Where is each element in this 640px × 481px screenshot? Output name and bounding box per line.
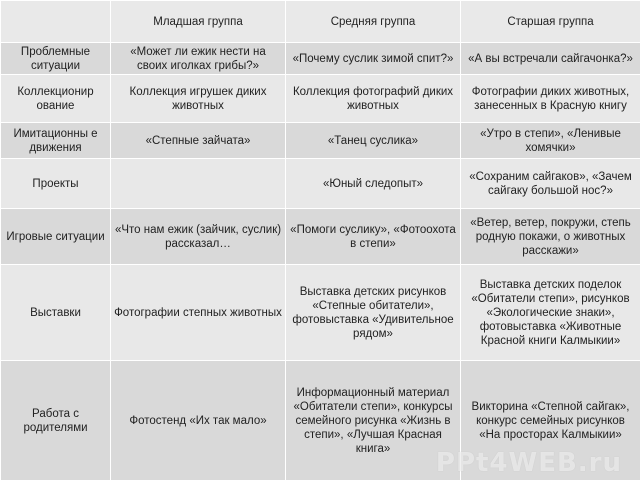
watermark: PPt4WEB.ru: [436, 448, 622, 478]
header-senior-group: Старшая группа: [461, 1, 640, 43]
table-row: [1, 43, 640, 75]
table-row: [1, 361, 640, 481]
table-cell: Фотографии диких животных, занесенных в Красную книгу: [461, 75, 640, 123]
table-cell: [111, 159, 286, 209]
table-cell: Фотографии степных животных: [111, 265, 286, 361]
table-cell: «Сохраним сайгаков», «Зачем сайгаку большой нос?»: [461, 159, 640, 209]
table-cell: «Ветер, ветер, покружи, степь родную покажи, о животных расскажи»: [461, 209, 640, 265]
table-row: [1, 265, 640, 361]
table-row: [1, 123, 640, 159]
table-cell: «Степные зайчата»: [111, 123, 286, 159]
table-cell: «Танец суслика»: [286, 123, 461, 159]
table-cell: Фотостенд «Их так мало»: [111, 361, 286, 481]
table-cell: «Утро в степи», «Ленивые хомячки»: [461, 123, 640, 159]
row-label: Проблемные ситуации: [1, 43, 111, 75]
header-corner: [1, 1, 111, 43]
table-cell: Информационный материал «Обитатели степи», конкурсы семейного рисунка «Жизнь в степи», «Лучшая Красная книга»: [286, 361, 461, 481]
table-cell: «Юный следопыт»: [286, 159, 461, 209]
table-cell: Коллекция фотографий диких животных: [286, 75, 461, 123]
row-label: Имитационны е движения: [1, 123, 111, 159]
table-cell: Викторина «Степной сайгак», конкурс семейных рисунков «На просторах Калмыкии»: [461, 361, 640, 481]
table-cell: «Почему суслик зимой спит?»: [286, 43, 461, 75]
table-cell: «А вы встречали сайгачонка?»: [461, 43, 640, 75]
header-row: [1, 1, 640, 43]
table-row: [1, 75, 640, 123]
row-label: Выставки: [1, 265, 111, 361]
row-label: Коллекционир ование: [1, 75, 111, 123]
table-cell: «Что нам ежик (зайчик, суслик) рассказал…: [111, 209, 286, 265]
table-cell: «Может ли ежик нести на своих иголках грибы?»: [111, 43, 286, 75]
row-label: Проекты: [1, 159, 111, 209]
header-middle-group: Средняя группа: [286, 1, 461, 43]
table-cell: Выставка детских рисунков «Степные обитатели», фотовыставка «Удивительное рядом»: [286, 265, 461, 361]
table-row: [1, 159, 640, 209]
table-cell: «Помоги суслику», «Фотоохота в степи»: [286, 209, 461, 265]
row-label: Работа с родителями: [1, 361, 111, 481]
table-cell: Выставка детских поделок «Обитатели степи», рисунков «Экологические знаки», фотовыставка «Животные Красной книги Калмыкии»: [461, 265, 640, 361]
table-cell: Коллекция игрушек диких животных: [111, 75, 286, 123]
row-label: Игровые ситуации: [1, 209, 111, 265]
header-junior-group: Младшая группа: [111, 1, 286, 43]
table-row: [1, 209, 640, 265]
